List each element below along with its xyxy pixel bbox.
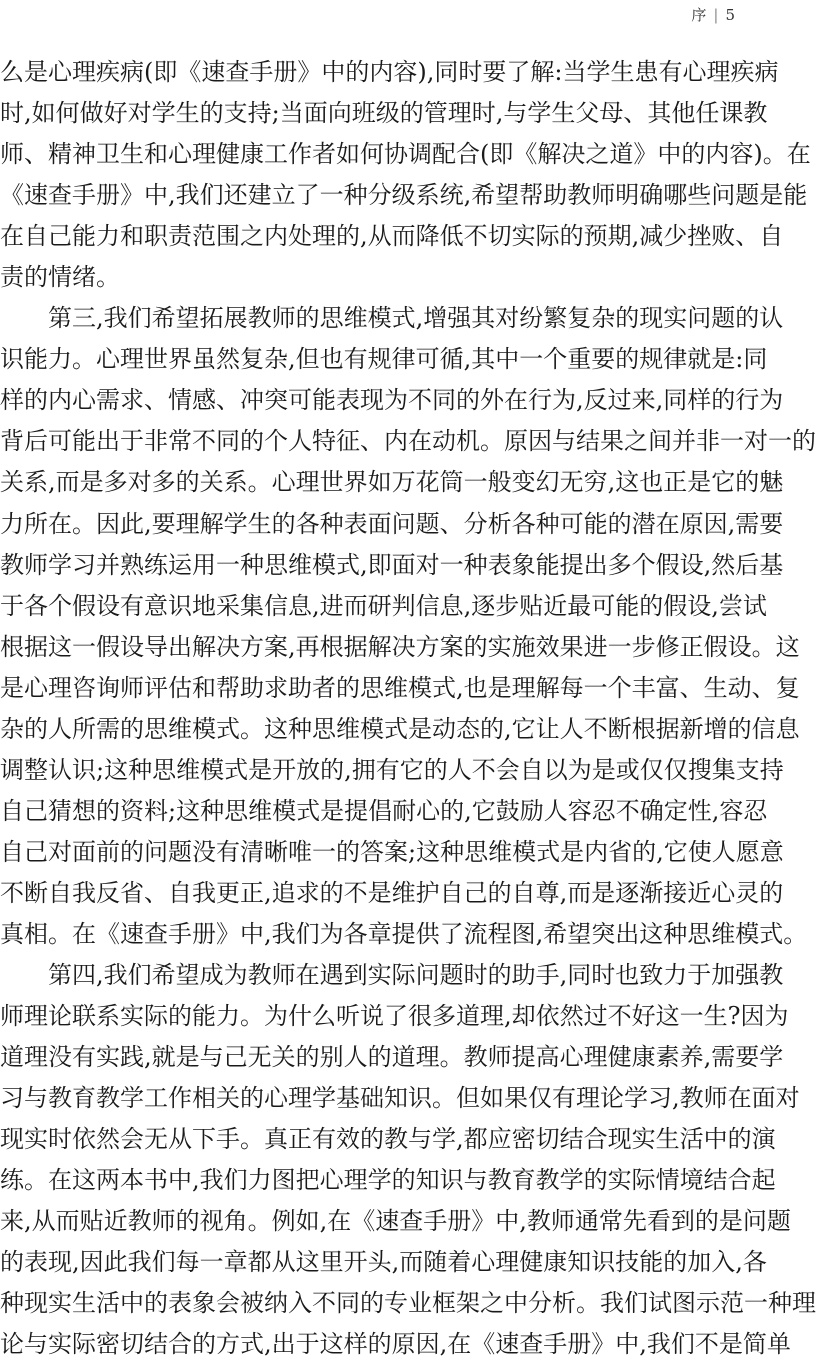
body-text <box>0 52 816 1366</box>
text-line: 在自己能力和职责范围之内处理的,从而降低不切实际的预期,减少挫败、自 <box>0 222 784 251</box>
text-line: 论与实际密切结合的方式,出于这样的原因,在《速查手册》中,我们不是简单 <box>0 1330 791 1359</box>
text-line: 习与教育教学工作相关的心理学基础知识。但如果仅有理论学习,教师在面对 <box>0 1084 800 1113</box>
text-line: 于各个假设有意识地采集信息,进而研判信息,逐步贴近最可能的假设,尝试 <box>0 591 767 620</box>
text-line: 责的情绪。 <box>0 263 120 292</box>
text-line: 真相。在《速查手册》中,我们为各章提供了流程图,希望突出这种思维模式。 <box>0 919 808 948</box>
text-line: 不断自我反省、自我更正,追求的不是维护自己的自尊,而是逐渐接近心灵的 <box>0 878 784 907</box>
text-line: 根据这一假设导出解决方案,再根据解决方案的实施效果进一步修正假设。这 <box>0 632 800 661</box>
section-title: 序 <box>691 6 708 24</box>
text-line: 的表现,因此我们每一章都从这里开头,而随着心理健康知识技能的加入,各 <box>0 1248 767 1277</box>
text-line: 种现实生活中的表象会被纳入不同的专业框架之中分析。我们试图示范一种理 <box>0 1289 816 1318</box>
text-line: 力所在。因此,要理解学生的各种表面问题、分析各种可能的潜在原因,需要 <box>0 509 784 538</box>
header-divider: | <box>713 5 720 24</box>
text-line: 调整认识;这种思维模式是开放的,拥有它的人不会自以为是或仅仅搜集支持 <box>0 755 784 784</box>
text-line: 么是心理疾病(即《速查手册》中的内容),同时要了解:当学生患有心理疾病 <box>0 58 779 86</box>
text-line: 师理论联系实际的能力。为什么听说了很多道理,却依然过不好这一生?因为 <box>0 1002 789 1031</box>
text-line: 时,如何做好对学生的支持;当面向班级的管理时,与学生父母、其他任课教 <box>0 99 768 128</box>
text-line: 练。在这两本书中,我们力图把心理学的知识与教育教学的实际情境结合起 <box>0 1166 776 1195</box>
text-line: 自己对面前的问题没有清晰唯一的答案;这种思维模式是内省的,它使人愿意 <box>0 837 784 866</box>
text-line: 《速查手册》中,我们还建立了一种分级系统,希望帮助教师明确哪些问题是能 <box>0 181 808 210</box>
text-line: 来,从而贴近教师的视角。例如,在《速查手册》中,教师通常先看到的是问题 <box>0 1207 791 1236</box>
text-line: 道理没有实践,就是与己无关的别人的道理。教师提高心理健康素养,需要学 <box>0 1043 784 1072</box>
text-line: 教师学习并熟练运用一种思维模式,即面对一种表象能提出多个假设,然后基 <box>0 550 784 579</box>
text-line: 自己猜想的资料;这种思维模式是提倡耐心的,它鼓励人容忍不确定性,容忍 <box>0 796 768 825</box>
page-number: 5 <box>725 5 736 24</box>
text-line: 师、精神卫生和心理健康工作者如何协调配合(即《解决之道》中的内容)。在 <box>0 140 811 169</box>
running-header <box>691 4 736 25</box>
text-line: 是心理咨询师评估和帮助求助者的思维模式,也是理解每一个丰富、生动、复 <box>0 673 800 702</box>
text-line: 关系,而是多对多的关系。心理世界如万花筒一般变幻无穷,这也正是它的魅 <box>0 468 784 497</box>
text-line: 背后可能出于非常不同的个人特征、内在动机。原因与结果之间并非一对一的 <box>0 427 816 456</box>
text-line: 现实时依然会无从下手。真正有效的教与学,都应密切结合现实生活中的演 <box>0 1125 776 1154</box>
text-line: 杂的人所需的思维模式。这种思维模式是动态的,它让人不断根据新增的信息 <box>0 714 800 743</box>
text-line: 第四,我们希望成为教师在遇到实际问题时的助手,同时也致力于加强教 <box>48 961 784 990</box>
text-line: 识能力。心理世界虽然复杂,但也有规律可循,其中一个重要的规律就是:同 <box>0 345 768 374</box>
text-line: 样的内心需求、情感、冲突可能表现为不同的外在行为,反过来,同样的行为 <box>0 386 784 415</box>
text-line: 第三,我们希望拓展教师的思维模式,增强其对纷繁复杂的现实问题的认 <box>48 304 784 333</box>
